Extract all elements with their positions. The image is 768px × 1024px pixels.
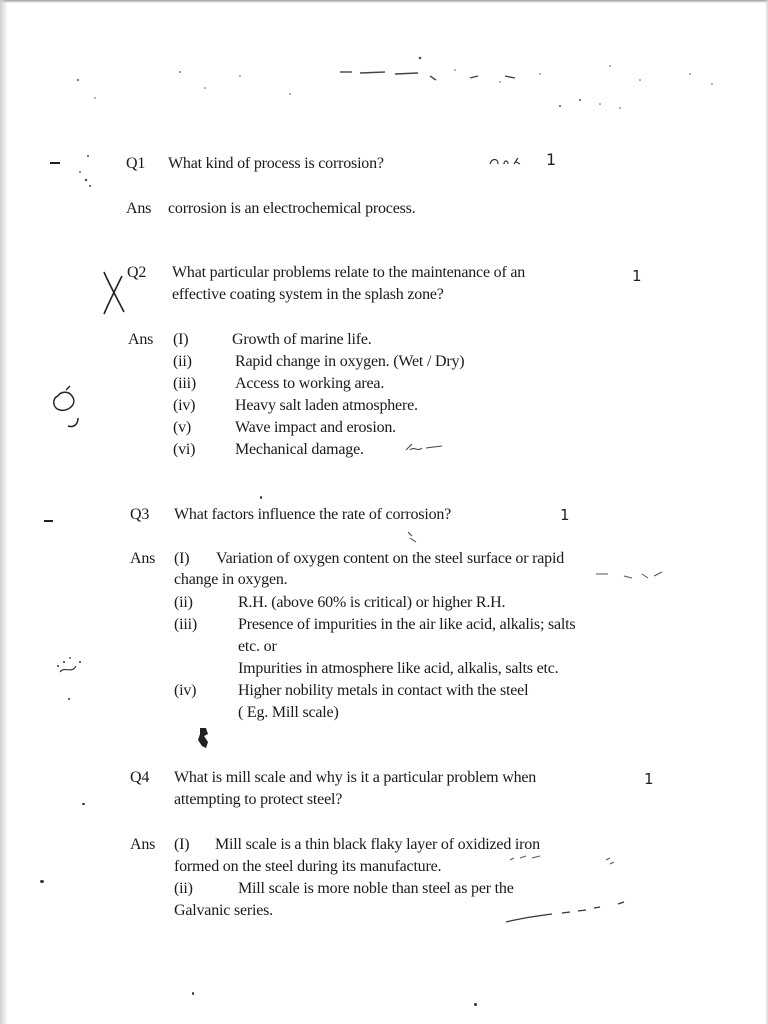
q4-item-num: (ii) [174,880,193,897]
q3-item-text: Presence of impurities in the air like acid, alkalis; salts [238,616,576,633]
handwritten-note-q1 [486,152,536,172]
q3-item-text-cont: etc. or [238,638,277,655]
margin-speck [40,880,44,883]
q2-item-num: (iv) [173,397,196,414]
q2-item-text: Heavy salt laden atmosphere. [235,397,418,414]
q1-question: What kind of process is corrosion? [168,155,384,172]
q2-item-text: Access to working area. [235,375,385,392]
handwritten-underline [502,900,632,926]
q4-item-num: (I) [174,836,190,853]
q3-mark: 1 [560,506,570,524]
q4-question-line2: attempting to protect steel? [174,791,343,808]
q4-ans-label: Ans [130,836,156,853]
q2-question-line2: effective coating system in the splash zone? [172,286,444,303]
handwritten-cross-mark [100,270,130,316]
q1-answer: corrosion is an electrochemical process. [168,200,416,217]
q2-question-line1: What particular problems relate to the maintenance of an [172,264,526,281]
q4-mark: 1 [644,770,654,788]
q2-item-text: Mechanical damage. [235,441,364,458]
q3-item-text-cont: Impurities in atmosphere like acid, alkalis, salts etc. [238,660,559,677]
handwritten-score-mark [48,384,94,434]
handwritten-blot [194,726,214,752]
q4-item-text-cont: formed on the steel during its manufacture. [174,858,442,875]
q3-item-text: Variation of oxygen content on the steel surface or rapid [216,550,565,567]
q3-question: What factors influence the rate of corrosion? [174,506,452,523]
margin-speck [82,803,85,805]
margin-specks-q1 [70,150,100,190]
q2-label: Q2 [127,264,147,281]
q1-label: Q1 [126,155,146,172]
q2-item-num: (ii) [173,353,192,370]
margin-speck [474,1003,477,1006]
q3-item-num: (I) [174,550,190,567]
q2-ans-label: Ans [128,331,154,348]
q3-item-text: Higher nobility metals in contact with the steel [238,682,529,699]
q2-item-text: Wave impact and erosion. [235,419,396,436]
header-scan-noise [0,0,768,120]
q4-item-text-cont: Galvanic series. [174,902,273,919]
q2-item-num: (v) [173,419,192,436]
q4-item-text: Mill scale is a thin black flaky layer of oxidized iron [215,836,540,853]
q3-item-text-cont: ( Eg. Mill scale) [238,704,339,721]
q2-item-num: (vi) [173,441,196,458]
margin-speck [68,698,70,700]
q3-label: Q3 [130,506,150,523]
q1-ans-label: Ans [126,200,152,217]
scan-speck [260,496,262,499]
q3-ans-label: Ans [130,550,156,567]
scan-scribble [510,854,620,868]
q1-mark: 1 [546,150,557,169]
q3-item-num: (iii) [174,616,197,633]
q4-label: Q4 [130,769,150,786]
q3-item-text-cont: change in oxygen. [174,571,288,588]
page-edge-shadow-left [0,0,8,1024]
q4-item-text: Mill scale is more noble than steel as per the [238,880,514,897]
margin-dash-q3 [44,516,64,526]
q2-item-text: Growth of marine life. [232,331,372,348]
q2-item-num: (I) [173,331,189,348]
q3-item-num: (iv) [174,682,197,699]
q2-mark: 1 [632,267,642,285]
handwritten-note-q2 [404,440,444,456]
margin-dash-q1 [50,158,70,168]
q3-item-num: (ii) [174,594,193,611]
q2-item-num: (iii) [173,375,196,392]
margin-scribble-q3 [50,652,90,682]
scan-scribble [596,570,666,582]
margin-speck [192,992,194,995]
q4-question-line1: What is mill scale and why is it a particular problem when [174,769,537,786]
scan-scribble [406,530,420,546]
q3-item-text: R.H. (above 60% is critical) or higher R.H. [238,594,506,611]
q2-item-text: Rapid change in oxygen. (Wet / Dry) [235,353,465,370]
